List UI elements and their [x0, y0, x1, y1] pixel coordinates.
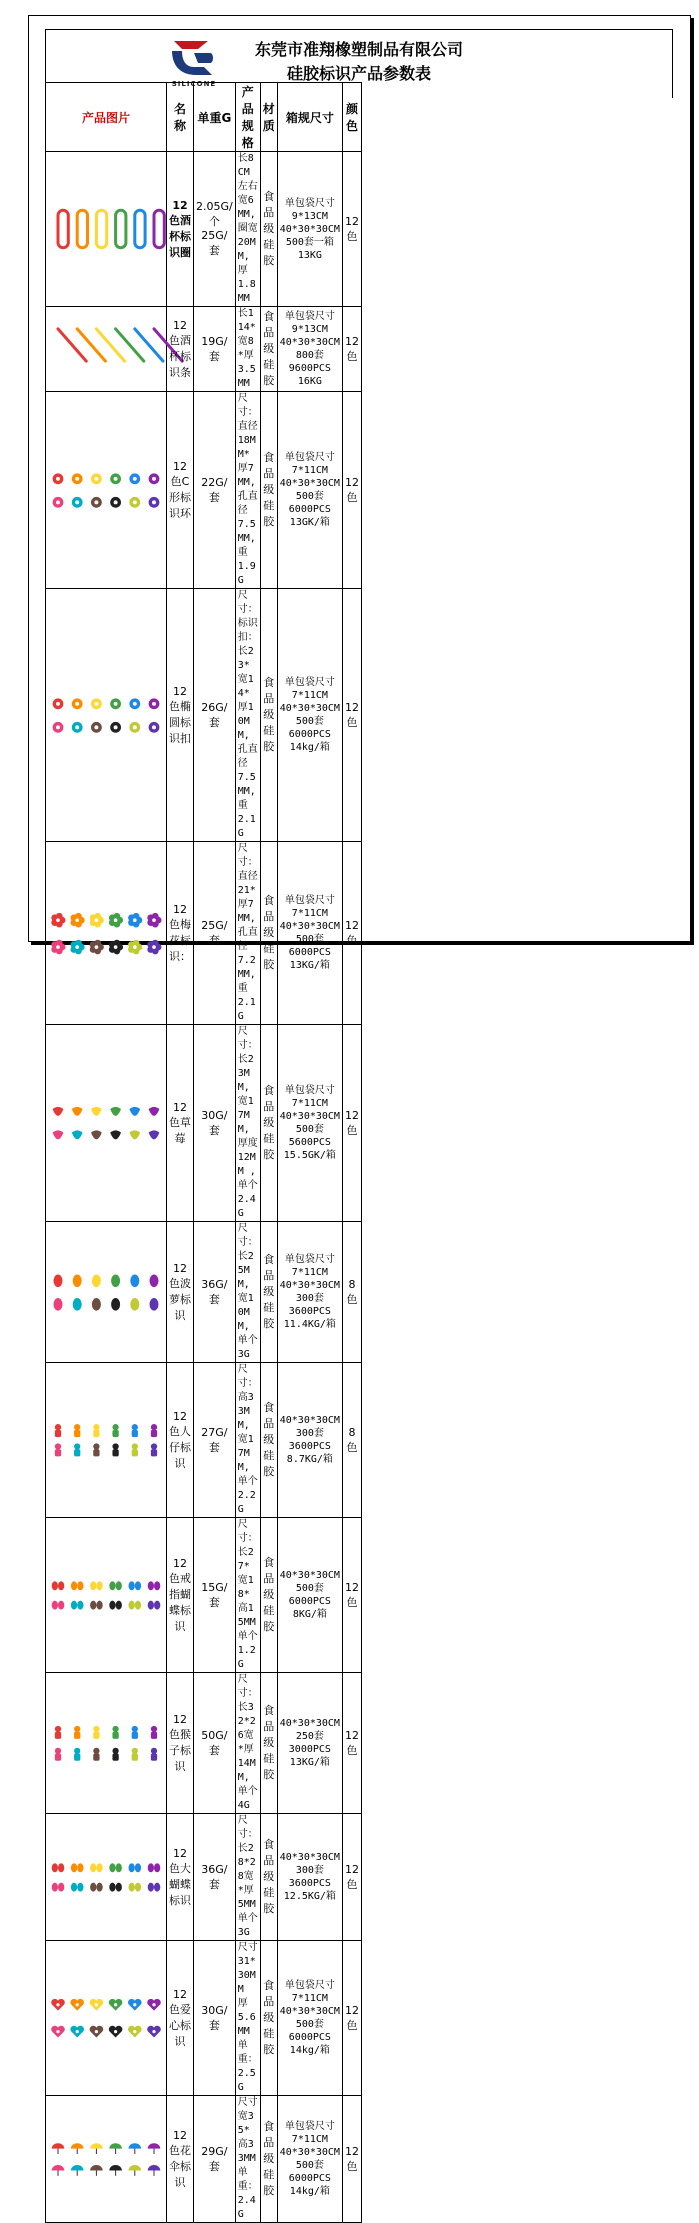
box-spec-line: 500套6000PCS	[288, 716, 331, 740]
box-spec-line: 40*30*30CM	[279, 1415, 340, 1426]
product-image	[46, 2096, 167, 2223]
box-spec-line: 40*30*30CM	[279, 1718, 340, 1729]
product-colors: 12色	[342, 842, 361, 1025]
box-spec-line: 40*30*30CM	[279, 478, 340, 489]
product-weight: 22G/套	[194, 392, 236, 589]
product-name: 12色酒杯标识圈	[167, 152, 194, 307]
product-spec: 长114*宽8*厚3.5MM	[235, 307, 260, 392]
box-spec-line: 13KG	[297, 249, 322, 261]
product-row	[46, 307, 362, 392]
product-image	[46, 1814, 167, 1941]
box-spec-line: 16KG	[297, 376, 322, 387]
box-spec-line: 单包袋尺寸7*11CM	[284, 1085, 335, 1109]
product-colors: 12色	[342, 1025, 361, 1222]
box-spec-line: 300套3600PCS	[288, 1293, 331, 1317]
table-header-row	[46, 83, 362, 152]
product-colors: 12色	[342, 392, 361, 589]
box-spec-line: 40*30*30CM	[279, 1852, 340, 1863]
product-box-spec	[277, 1941, 342, 2096]
product-box-spec	[277, 1518, 342, 1673]
product-spec: 尺寸：高33MM,宽17MM,单个2.2G	[235, 1363, 260, 1518]
box-spec-line: 单包袋尺寸7*11CM	[284, 452, 335, 476]
product-row	[46, 1941, 362, 2096]
product-material: 食品级硅胶	[260, 1363, 277, 1518]
product-name: 12色C形标识环	[167, 392, 194, 589]
product-row	[46, 1518, 362, 1673]
product-colors: 12色	[342, 2096, 361, 2223]
box-spec-line: 500套6000PCS	[288, 1583, 331, 1607]
box-spec-line: 40*30*30CM	[279, 703, 340, 714]
product-material: 食品级硅胶	[260, 152, 277, 307]
box-spec-line: 14kg/箱	[289, 2045, 330, 2056]
box-spec-line: 300套3600PCS	[288, 1865, 331, 1889]
product-name: 12色梅花标识：	[167, 842, 194, 1025]
product-row	[46, 589, 362, 842]
product-image	[46, 589, 167, 842]
col-header-name: 名称	[167, 83, 194, 152]
product-spec: 尺寸：长32*26宽*厚14MM,单个4G	[235, 1673, 260, 1814]
product-row	[46, 1363, 362, 1518]
box-spec-line: 8KG/箱	[292, 1609, 327, 1620]
product-weight: 50G/套	[194, 1673, 236, 1814]
product-material: 食品级硅胶	[260, 1814, 277, 1941]
box-spec-line: 12.5KG/箱	[283, 1891, 336, 1902]
box-spec-line: 13KG/箱	[289, 1757, 330, 1768]
product-name: 12色椭圆标识扣	[167, 589, 194, 842]
product-spec: 尺寸：长28*28宽*厚5MM 单个3G	[235, 1814, 260, 1941]
document-title: 硅胶标识产品参数表	[286, 64, 431, 83]
product-weight: 19G/套	[194, 307, 236, 392]
box-spec-line: 单包袋尺寸7*11CM	[284, 677, 335, 701]
product-box-spec	[277, 152, 342, 307]
col-header-image: 产品图片	[46, 83, 167, 152]
product-material: 食品级硅胶	[260, 392, 277, 589]
product-spec: 尺寸 宽35*高33MM 单重：2.4G	[235, 2096, 260, 2223]
product-name: 12色花伞标识	[167, 2096, 194, 2223]
product-row	[46, 842, 362, 1025]
box-spec-line: 13GK/箱	[289, 517, 330, 528]
product-weight: 25G/套	[194, 842, 236, 1025]
product-colors: 8色	[342, 1222, 361, 1363]
product-spec: 尺寸：长27*宽18*高15MM 单个1.2G	[235, 1518, 260, 1673]
product-colors: 12色	[342, 1673, 361, 1814]
product-name: 12色猴子标识	[167, 1673, 194, 1814]
box-spec-line: 250套3000PCS	[288, 1731, 331, 1755]
product-material: 食品级硅胶	[260, 2096, 277, 2223]
box-spec-line: 500套一箱	[285, 236, 334, 248]
product-box-spec	[277, 1363, 342, 1518]
box-spec-line: 14kg/箱	[289, 742, 330, 753]
product-material: 食品级硅胶	[260, 1222, 277, 1363]
product-row	[46, 152, 362, 307]
box-spec-line: 40*30*30CM	[279, 1280, 340, 1291]
product-box-spec	[277, 2096, 342, 2223]
product-image	[46, 1363, 167, 1518]
product-weight: 30G/套	[194, 1941, 236, 2096]
product-material: 食品级硅胶	[260, 1941, 277, 2096]
product-colors: 12色	[342, 307, 361, 392]
product-box-spec	[277, 1025, 342, 1222]
logo-text: SILICONE	[171, 80, 217, 88]
product-box-spec	[277, 842, 342, 1025]
product-image	[46, 1941, 167, 2096]
product-image	[46, 392, 167, 589]
product-box-spec	[277, 1673, 342, 1814]
product-colors: 8色	[342, 1363, 361, 1518]
box-spec-line: 14kg/箱	[289, 2186, 330, 2197]
box-spec-line: 单包袋尺寸7*11CM	[284, 895, 335, 919]
product-spec: 尺寸：长23MM,宽17MM,厚度12MM ,单个2.4G	[235, 1025, 260, 1222]
box-spec-line: 500套6000PCS	[288, 2160, 331, 2184]
product-spec: 长8CM左右 宽6MM,圈宽20MM,厚1.8MM	[235, 152, 260, 307]
product-name: 12色大蝴蝶标识	[167, 1814, 194, 1941]
product-material: 食品级硅胶	[260, 842, 277, 1025]
product-box-spec	[277, 307, 342, 392]
product-spec: 尺寸：长25MM,宽10MM,单个3G	[235, 1222, 260, 1363]
box-spec-line: 单包袋尺寸9*13CM	[284, 311, 335, 335]
product-name: 12色草莓	[167, 1025, 194, 1222]
box-spec-line: 40*30*30CM	[279, 223, 340, 235]
box-spec-line: 40*30*30CM	[279, 337, 340, 348]
box-spec-line: 8.7KG/箱	[286, 1454, 333, 1465]
product-box-spec	[277, 392, 342, 589]
col-header-colors: 颜色	[342, 83, 361, 152]
box-spec-line: 13KG/箱	[289, 960, 330, 971]
product-material: 食品级硅胶	[260, 1025, 277, 1222]
product-weight: 36G/套	[194, 1222, 236, 1363]
product-weight: 26G/套	[194, 589, 236, 842]
product-name: 12色爱心标识	[167, 1941, 194, 2096]
product-image	[46, 1673, 167, 1814]
col-header-spec: 产品规格	[235, 83, 260, 152]
box-spec-line: 单包袋尺寸7*11CM	[284, 1980, 335, 2004]
company-name: 东莞市准翔橡塑制品有限公司	[254, 40, 463, 59]
product-weight: 27G/套	[194, 1363, 236, 1518]
product-box-spec	[277, 589, 342, 842]
product-material: 食品级硅胶	[260, 307, 277, 392]
product-row	[46, 392, 362, 589]
product-image	[46, 1518, 167, 1673]
product-colors: 12色	[342, 1941, 361, 2096]
product-colors: 12色	[342, 1814, 361, 1941]
product-weight: 29G/套	[194, 2096, 236, 2223]
product-box-spec	[277, 1814, 342, 1941]
col-header-box: 箱规尺寸	[277, 83, 342, 152]
product-material: 食品级硅胶	[260, 1518, 277, 1673]
product-spec: 尺寸：直径21*厚7MM,孔直径7.2MM,重2.1G	[235, 842, 260, 1025]
product-material: 食品级硅胶	[260, 589, 277, 842]
product-image	[46, 1025, 167, 1222]
box-spec-line: 单包袋尺寸7*11CM	[284, 2121, 335, 2145]
product-row	[46, 2096, 362, 2223]
product-weight: 30G/套	[194, 1025, 236, 1222]
box-spec-line: 500套6000PCS	[288, 2019, 331, 2043]
box-spec-line: 500套6000PCS	[288, 934, 331, 958]
box-spec-line: 40*30*30CM	[279, 1570, 340, 1581]
box-spec-line: 40*30*30CM	[279, 921, 340, 932]
product-weight: 15G/套	[194, 1518, 236, 1673]
product-colors: 12色	[342, 589, 361, 842]
product-name: 12色戒指蝴蝶标识	[167, 1518, 194, 1673]
product-material: 食品级硅胶	[260, 1673, 277, 1814]
product-image	[46, 152, 167, 307]
product-colors: 12色	[342, 1518, 361, 1673]
product-spec: 尺寸：标识扣：长23*宽14*厚10MM,孔直径7.5MM,重2.1G	[235, 589, 260, 842]
box-spec-line: 单包袋尺寸7*11CM	[284, 1254, 335, 1278]
product-colors: 12色	[342, 152, 361, 307]
product-name: 12色波萝标识	[167, 1222, 194, 1363]
product-row	[46, 1222, 362, 1363]
product-row	[46, 1814, 362, 1941]
col-header-material: 材质	[260, 83, 277, 152]
product-name: 12色人仔标识	[167, 1363, 194, 1518]
box-spec-line: 800套9600PCS	[288, 350, 331, 374]
box-spec-line: 500套6000PCS	[288, 491, 331, 515]
product-box-spec	[277, 1222, 342, 1363]
product-row	[46, 1673, 362, 1814]
box-spec-line: 40*30*30CM	[279, 2147, 340, 2158]
product-image	[46, 1222, 167, 1363]
product-weight: 2.05G/个 25G/套	[194, 152, 236, 307]
product-name: 12色酒杯标识条	[167, 307, 194, 392]
product-table	[45, 82, 362, 2223]
col-header-weight: 单重G	[194, 83, 236, 152]
product-row	[46, 1025, 362, 1222]
product-image	[46, 842, 167, 1025]
product-weight: 36G/套	[194, 1814, 236, 1941]
box-spec-line: 15.5GK/箱	[283, 1150, 336, 1161]
box-spec-line: 40*30*30CM	[279, 2006, 340, 2017]
box-spec-line: 300套3600PCS	[288, 1428, 331, 1452]
product-spec: 尺寸31*30MM 厚5.6MM 单重：2.5G	[235, 1941, 260, 2096]
box-spec-line: 11.4KG/箱	[283, 1319, 336, 1330]
box-spec-line: 500套5600PCS	[288, 1124, 331, 1148]
box-spec-line: 单包袋尺寸9*13CM	[284, 197, 335, 222]
box-spec-line: 40*30*30CM	[279, 1111, 340, 1122]
product-spec: 尺寸：直径18MM*厚7MM,孔直径7.5MM,重1.9G	[235, 392, 260, 589]
product-image	[46, 307, 167, 392]
